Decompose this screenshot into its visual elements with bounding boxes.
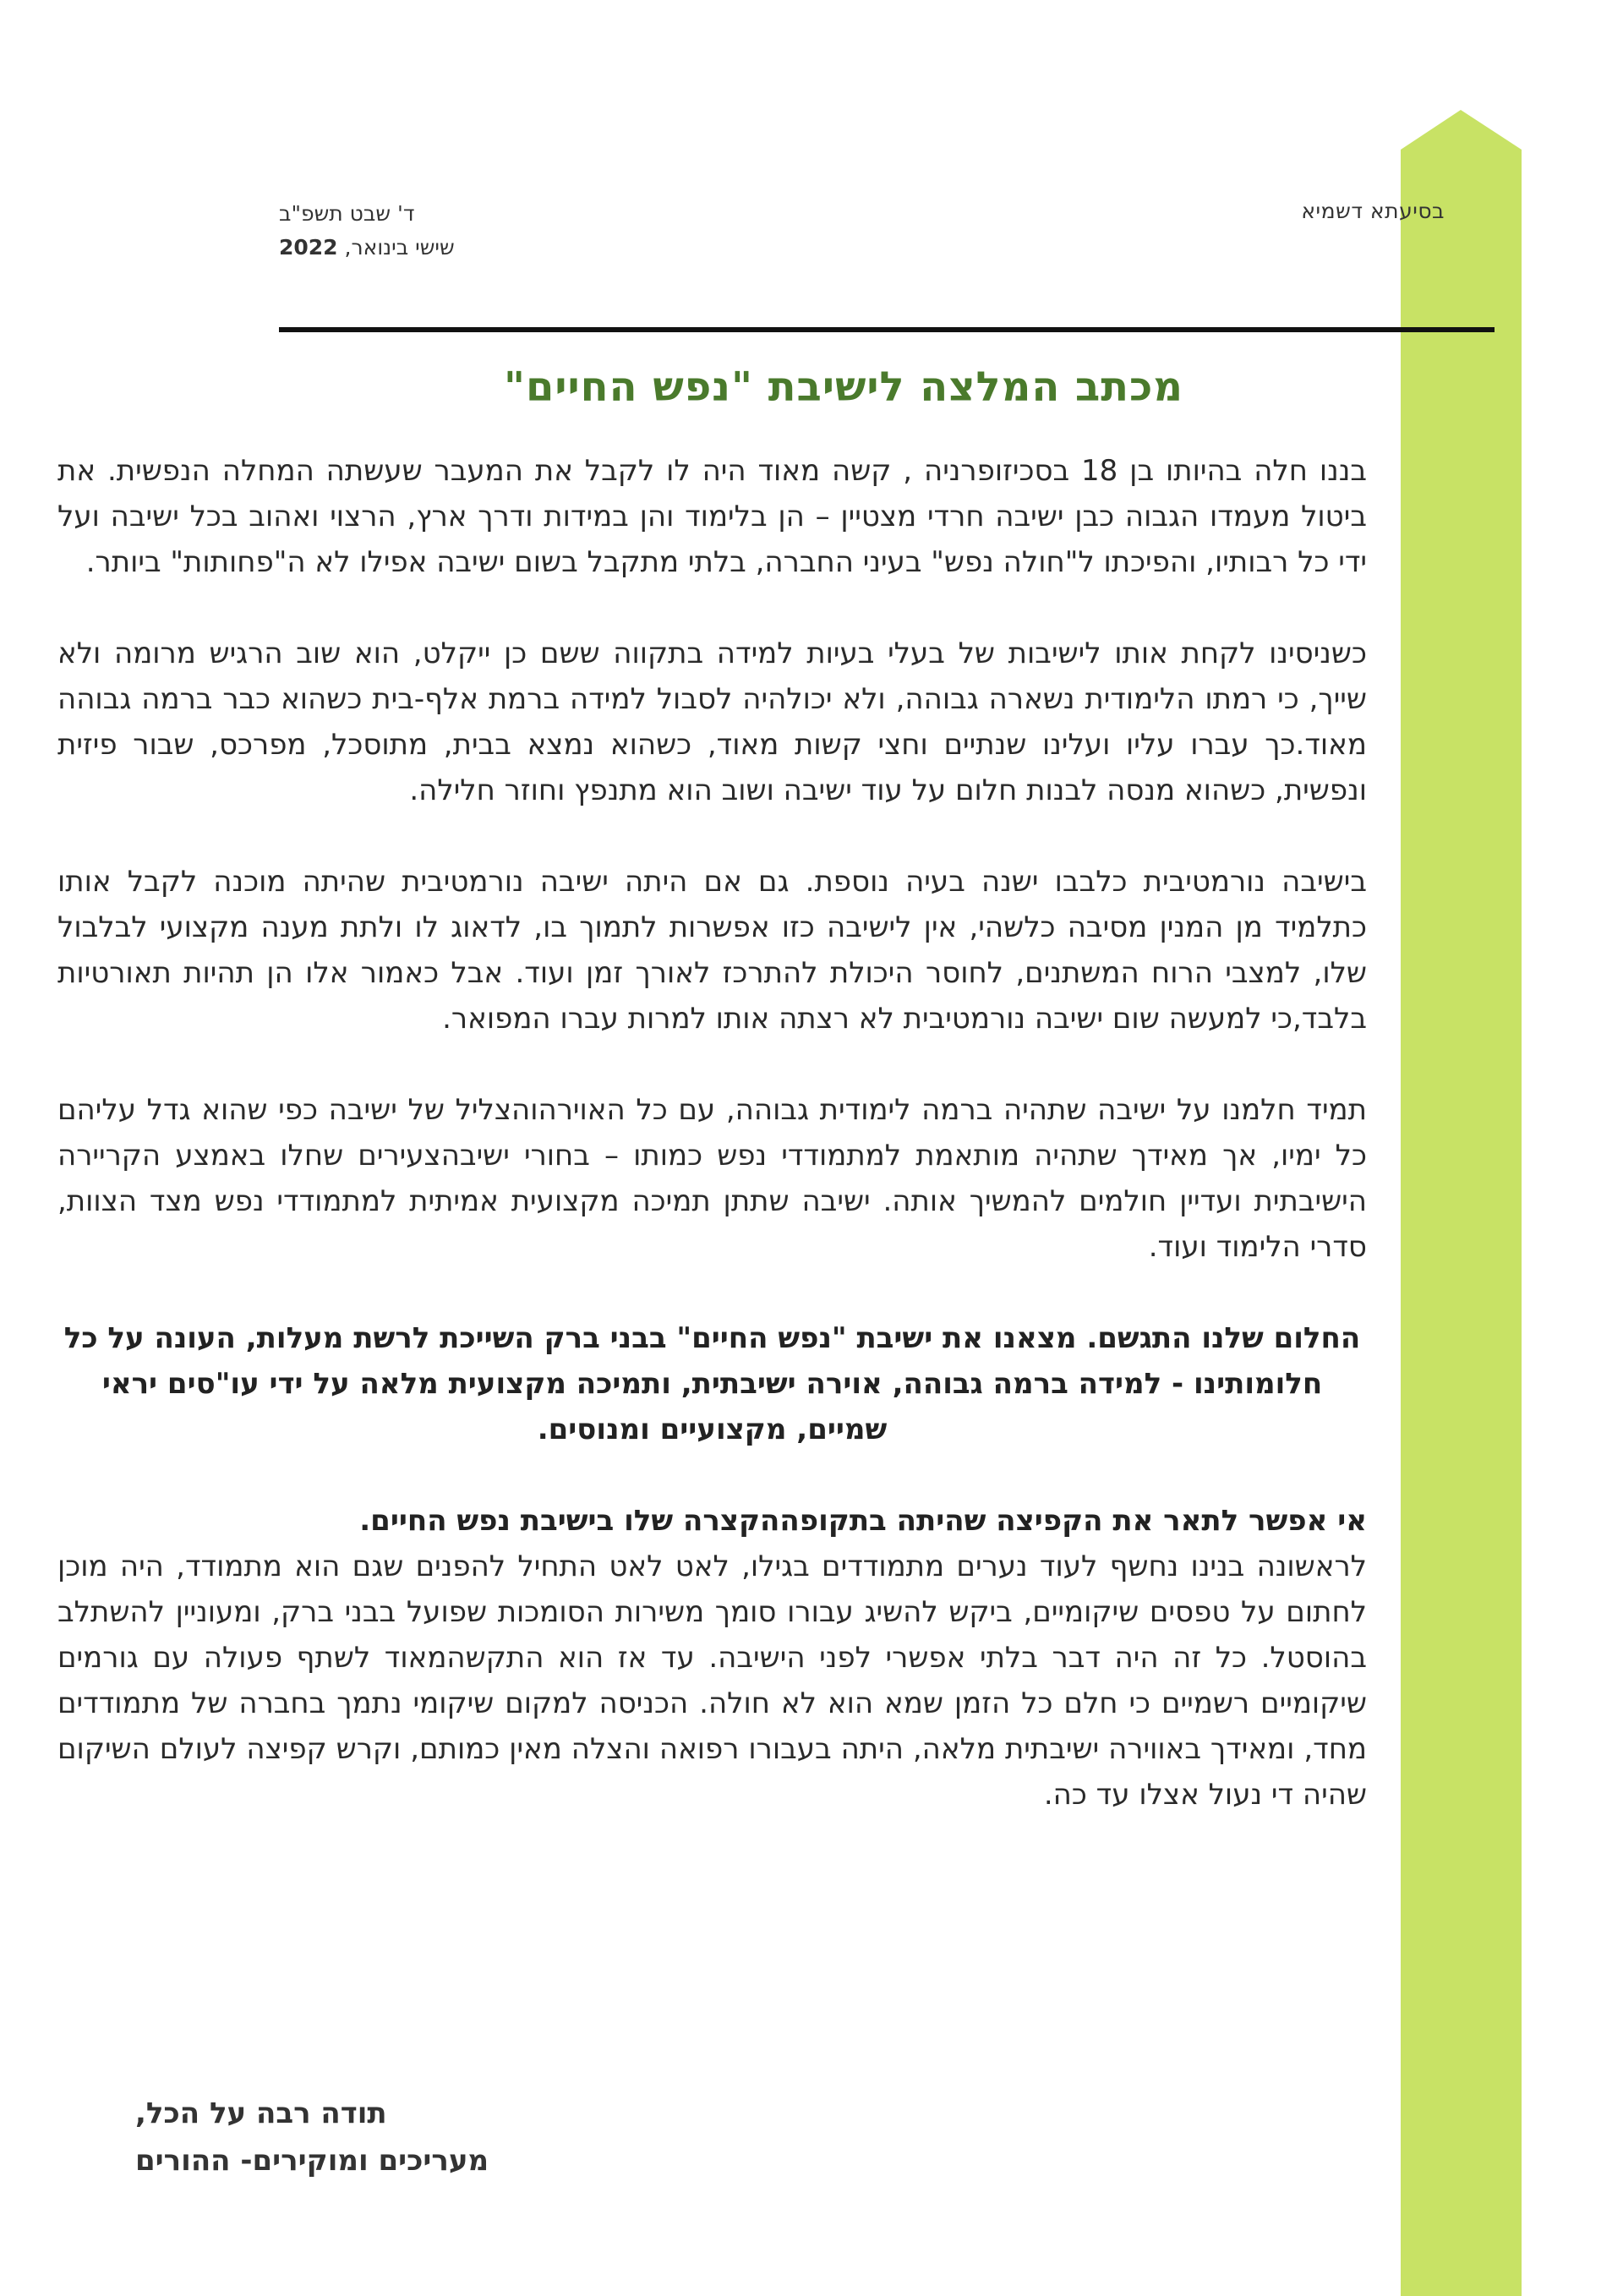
header-divider — [279, 327, 1495, 332]
blessing-header: בסיעתא דשמיא — [1301, 199, 1445, 223]
paragraph-4: תמיד חלמנו על ישיבה שתהיה ברמה לימודית גבוהה, עם כל האוירהוהצליל של ישיבה כפי שהוא גדל עליהם כל ימיו, אך מאידך שתהיה מותאמת למתמודדי נפש כמותו – בחורי ישיבהצעירים שחלו באמצע הקריירה הישיבתית ועדיין חולמים להמשיך אותה. ישיבה שתתן תמיכה מקצועית אמיתית למתמודדי נפש מצד הצוות, סדרי הלימוד ועוד. — [57, 1093, 1367, 1264]
gregorian-date — [279, 231, 549, 265]
signature-from: מעריכים ומוקירים- ההורים — [135, 2144, 489, 2178]
ribbon-shape — [1401, 110, 1522, 2296]
final-paragraph: לראשונה בנינו נחשף לעוד נערים מתמודדים בגילו, לאט לאט התחיל להפנים שגם הוא מתמודד, היה מוכן לחתום על טפסים שיקומיים, ביקש להשיג עבורו סומך משירות הסומכות שפועל בבני ברק, ומעוניין להשתלב בהוסטל. כל זה היה דבר בלתי אפשרי לפני הישיבה. עד אז הוא התקשהמאוד לשתף פעולה עם גורמים שיקומיים רשמיים כי חלם כל הזמן שמא הוא לא חולה. הכניסה למקום שיקומי נתמך בחברה של מתמודדים מחד, ומאידך באווירה ישיבתית מלאה, היתה בעבורו רפואה והצלה מאין כמותם, וקרש קפיצה לעולם השיקום שהיה די נעול אצלו עד כה. — [57, 1550, 1367, 1812]
paragraph-1: בננו חלה בהיותו בן 18 בסכיזופרניה , קשה מאוד היה לו לקבל את המעבר שעשתה המחלה הנפשית. את ביטול מעמדו הגבוה כבן ישיבה חרדי מצטיין – הן בלימוד והן במידות ודרך ארץ, הרצוי ואהוב בכל ישיבה ועל ידי כל רבותיו, והפיכתו ל"חולה נפש" בעיני החברה, בלתי מתקבל בשום ישיבה אפילו לא ה"פחותות" ביותר. — [57, 454, 1367, 579]
hebrew-date: ד' שבט תשפ"ב — [279, 201, 415, 226]
green-ribbon — [1401, 110, 1522, 2296]
signature-block — [135, 2090, 575, 2184]
letter-body — [57, 448, 1367, 1863]
paragraph-2: כשניסינו לקחת אותו לישיבות של בעלי בעיות למידה בתקווה ששם כן ייקלט, הוא שוב הרגיש מרומה ולא שייך, כי רמתו הלימודית נשארה גבוהה, ולא יכולהיה לסבול למידה ברמת אלף-בית כשהוא כבר ברמה גבוהה מאוד.כך עברו עליו ועלינו שנתיים וחצי קשות מאוד, כשהוא נמצא בבית, מתוסכל, מפרכס, שבור פיזית ונפשית, כשהוא מנסה לבנות חלום על עוד ישיבה ושוב הוא מתנפץ וחוזר חלילה. — [57, 637, 1367, 807]
gregorian-date-prefix: שישי בינואר, — [344, 235, 455, 260]
signature-thanks: תודה רבה על הכל, — [135, 2096, 387, 2130]
gregorian-year: 2022 — [279, 235, 338, 260]
highlight-paragraph: החלום שלנו התגשם. מצאנו את ישיבת "נפש החיים" בבני ברק השייכת לרשת מעלות, העונה על כל חלומותינו - למידה ברמה גבוהה, אוירה ישיבתית, ותמיכה מקצועית מלאה על ידי עו"סים יראי שמיים, מקצועיים ומנוסים. — [63, 1321, 1361, 1446]
final-section — [57, 1498, 1367, 1818]
date-block — [279, 197, 549, 265]
final-heading: אי אפשר לתאר את הקפיצה שהיתה בתקופההקצרה שלו בישיבת נפש החיים. — [359, 1504, 1367, 1538]
paragraph-3: בישיבה נורמטיבית כלבבו ישנה בעיה נוספת. גם אם היתה ישיבה נורמטיבית שהיתה מוכנה לקבל אותו כתלמיד מן המנין מסיבה כלשהי, אין לישיבה כזו אפשרות לתמוך בו, לדאוג לו ולתת מענה מקצועי לבלבול שלו, למצבי הרוח המשתנים, לחוסר היכולת להתרכז לאורך זמן ועוד. אבל כאמור אלו הן תהיות תאורטיות בלבד,כי למעשה שום ישיבה נורמטיבית לא רצתה אותו למרות עברו המפואר. — [57, 865, 1367, 1036]
letter-title: מכתב המלצה לישיבת "נפש החיים" — [503, 364, 1183, 411]
